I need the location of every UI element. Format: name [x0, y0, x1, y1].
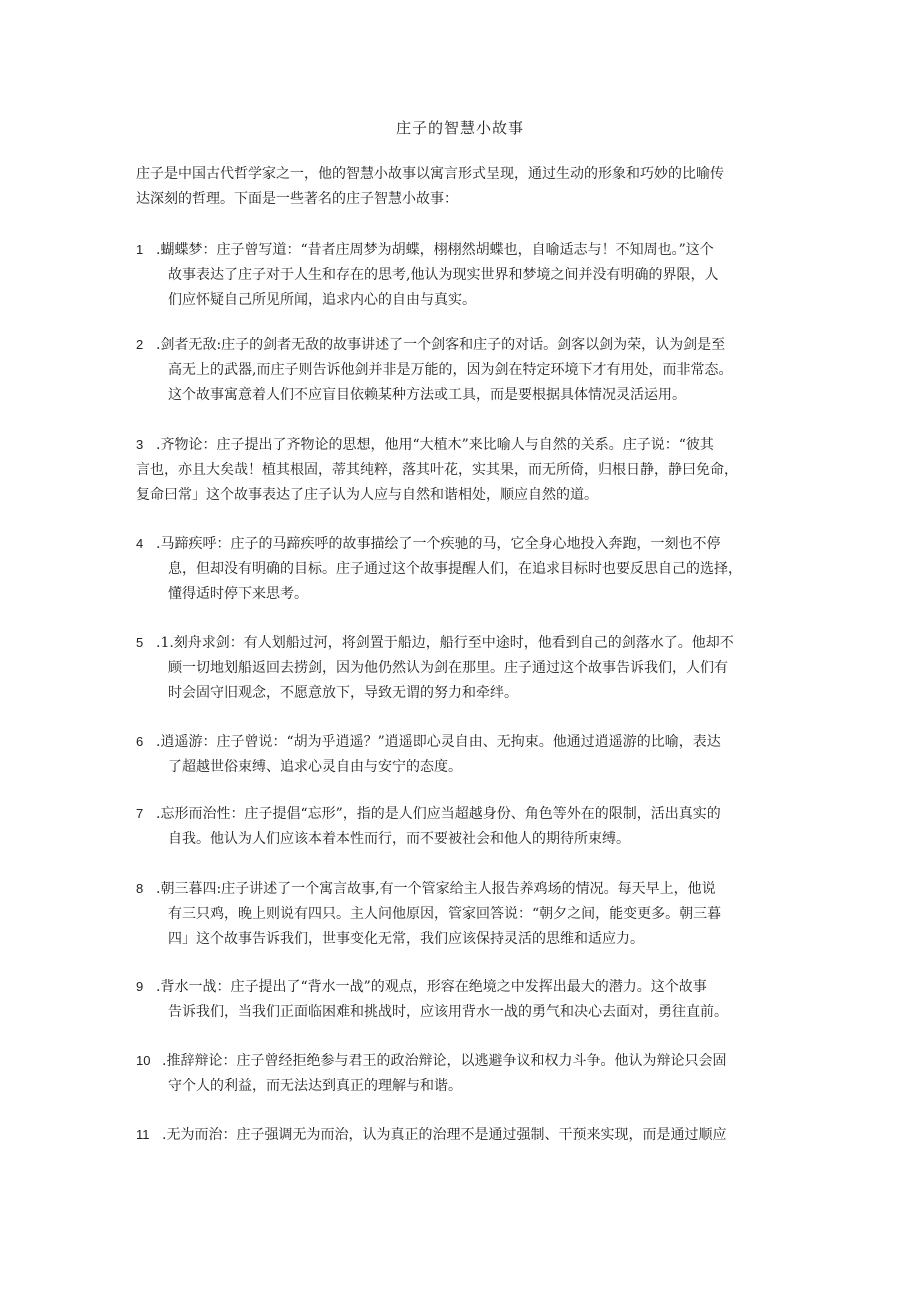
item-line: 四」这个故事告诉我们，世事变化无常，我们应该保持灵活的思维和适应力。	[168, 931, 644, 947]
item-line: 了超越世俗束缚、追求心灵自由与安宁的态度。	[168, 759, 462, 775]
story-item	[136, 432, 792, 508]
item-line: 息，但却没有明确的目标。庄子通过这个故事提醒人们，在追求目标时也要反思自己的选择，	[168, 561, 742, 577]
item-line: 高无上的武器,而庄子则告诉他剑并非是万能的，因为剑在特定环境下才有用处，而非常态。	[168, 362, 733, 378]
item-line: 们应怀疑自己所见所闻，追求内心的自由与真实。	[168, 292, 476, 308]
item-number: 5	[136, 635, 144, 650]
item-line: .忘形而治性：庄子提倡“忘形”，指的是人们应当超越身份、角色等外在的限制，活出真实的	[156, 806, 721, 822]
item-line: 故事表达了庄子对于人生和存在的思考,他认为现实世界和梦境之间并没有明确的界限，人	[168, 267, 719, 283]
item-line: 言也，亦且大矣哉！植其根固，蒂其纯粹，落其叶花，实其果，而无所倚，归根日静，静曰免命，	[136, 462, 738, 478]
item-line: 时会固守旧观念，不愿意放下，导致无谓的努力和牵绊。	[168, 685, 518, 701]
item-number: 7	[136, 806, 144, 821]
item-number: 2	[136, 337, 144, 352]
item-line: .推辞辩论：庄子曾经拒绝参与君王的政治辩论，以逃避争议和权力斗争。他认为辩论只会固	[162, 1053, 727, 1069]
intro-paragraph	[136, 162, 791, 212]
item-line: 这个故事寓意着人们不应盲目依赖某种方法或工具，而是要根据具体情况灵活运用。	[168, 387, 686, 403]
item-number: 1	[136, 242, 144, 257]
item-line: 有三只鸡，晚上则说有四只。主人问他原因，管家回答说：“朝夕之间，能变更多。朝三暮	[168, 906, 722, 922]
story-item	[136, 974, 792, 1025]
story-item	[136, 876, 792, 952]
item-number: 8	[136, 881, 144, 896]
item-line: .马蹄疾呼：庄子的马蹄疾呼的故事描绘了一个疾驰的马，它全身心地投入奔跑，一刻也不停	[156, 536, 721, 552]
item-line: 懂得适时停下来思考。	[168, 586, 308, 602]
item-line: .1.刻舟求剑：有人划船过河，将剑置于船边，船行至中途时，他看到自己的剑落水了。他却不	[156, 635, 734, 651]
story-item	[136, 1048, 792, 1099]
item-line: .蝴蝶梦：庄子曾写道：“昔者庄周梦为胡蝶，栩栩然胡蝶也，自喻适志与！不知周也。”这个	[156, 242, 714, 258]
story-item	[136, 729, 792, 780]
item-line: 守个人的利益，而无法达到真正的理解与和谐。	[168, 1078, 462, 1094]
story-item	[136, 1122, 792, 1148]
item-number: 11	[136, 1127, 150, 1142]
item-number: 10	[136, 1053, 151, 1068]
item-line: .逍遥游：庄子曾说：“胡为乎逍遥？”逍遥即心灵自由、无拘束。他通过逍遥游的比喻，表达	[156, 734, 721, 750]
item-number: 6	[136, 734, 144, 749]
item-number: 9	[136, 979, 144, 994]
item-line: .剑者无敌:庄子的剑者无敌的故事讲述了一个剑客和庄子的对话。剑客以剑为荣，认为剑是至	[156, 337, 726, 353]
item-line: .朝三暮四:庄子讲述了一个寓言故事,有一个管家给主人报告养鸡场的情况。每天早上，他说	[156, 881, 716, 897]
item-line: 复命曰常」这个故事表达了庄子认为人应与自然和谐相处，顺应自然的道。	[136, 487, 598, 503]
intro-line: 达深刻的哲理。下面是一些著名的庄子智慧小故事：	[136, 191, 458, 207]
story-item	[136, 332, 792, 408]
item-number: 3	[136, 437, 144, 452]
page-title: 庄子的智慧小故事	[395, 119, 524, 137]
item-line: .齐物论：庄子提出了齐物论的思想，他用“大植木”来比喻人与自然的关系。庄子说：“彼其	[156, 437, 714, 453]
item-line: .背水一战：庄子提出了“背水一战”的观点，形容在绝境之中发挥出最大的潜力。这个故事	[156, 979, 707, 995]
story-item	[136, 801, 792, 852]
item-line: 告诉我们，当我们正面临困难和挑战时，应该用背水一战的勇气和决心去面对，勇往直前。	[168, 1004, 728, 1020]
item-line: 自我。他认为人们应该本着本性而行，而不要被社会和他人的期待所束缚。	[168, 831, 630, 847]
item-number: 4	[136, 536, 144, 551]
story-item	[136, 531, 792, 607]
story-item	[136, 237, 792, 313]
item-line: 顾一切地划船返回去捞剑，因为他仍然认为剑在那里。庄子通过这个故事告诉我们，人们有	[168, 660, 728, 676]
intro-line: 庄子是中国古代哲学家之一，他的智慧小故事以寓言形式呈现，通过生动的形象和巧妙的比喻传	[136, 166, 724, 182]
story-item	[136, 630, 792, 706]
item-line: .无为而治：庄子强调无为而治，认为真正的治理不是通过强制、干预来实现，而是通过顺应	[162, 1127, 727, 1143]
